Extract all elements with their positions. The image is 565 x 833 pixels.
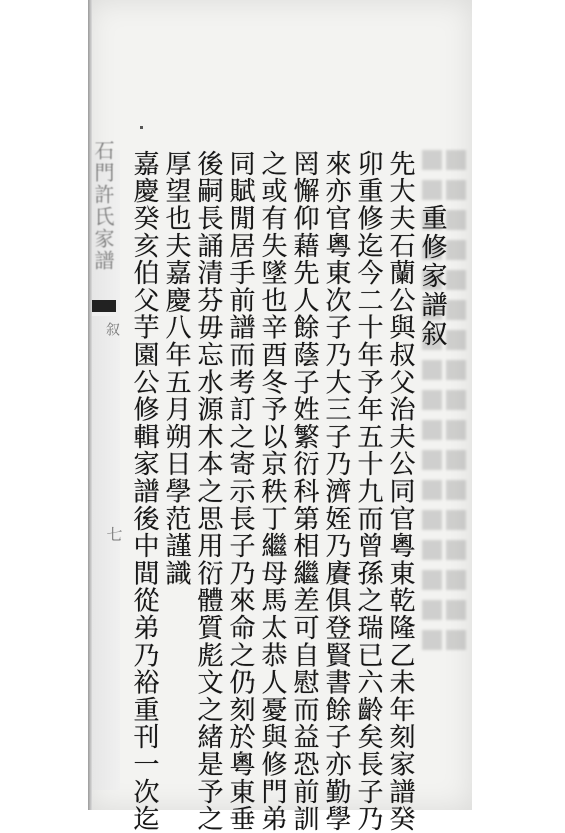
text-column-5: 之或有失墜也辛酉冬予以京秩丁繼母馬太恭人憂與修門弟: [257, 150, 287, 833]
margin-section-label: 叙: [104, 322, 120, 337]
document-title: 重修家譜叙: [417, 204, 447, 349]
text-column-8: 厚望也夫嘉慶八年五月朔日學范謹識: [161, 150, 191, 587]
text-column-6: 同賦閒居手前譜而考訂之寄示長子乃來命之仍刻於粵東垂: [225, 150, 255, 833]
text-column-3: 來亦官粵東次子乃大三子乃濟姪乃賡俱登賢書餘子亦勤學: [321, 150, 351, 833]
register-mark: [140, 126, 143, 129]
main-text-block: [128, 150, 447, 833]
margin-book-title: 石門許氏家譜: [91, 140, 115, 272]
margin-page-number: 七: [104, 526, 123, 542]
text-column-7: 後嗣長誦清芬毋忘水源木本之思用衍體質彪文之緒是予之: [193, 150, 223, 833]
fishtail-gap: [92, 312, 116, 316]
text-column-4: 罔懈仰藉先人餘蔭子姓繁衍科第相繼差可自慰而益恐前訓: [289, 150, 319, 833]
text-column-1: 先大夫石蘭公與叔父治夫公同官粵東乾隆乙未年刻家譜癸: [385, 150, 415, 833]
fishtail-mark: [92, 300, 116, 312]
text-column-9: 嘉慶癸亥伯父芋園公修輯家譜後中間從弟乃裕重刊一次迄: [129, 150, 159, 833]
text-column-2: 卯重修迄今二十年予年五十九而曾孫之瑞已六齡矣長子乃: [353, 150, 383, 833]
